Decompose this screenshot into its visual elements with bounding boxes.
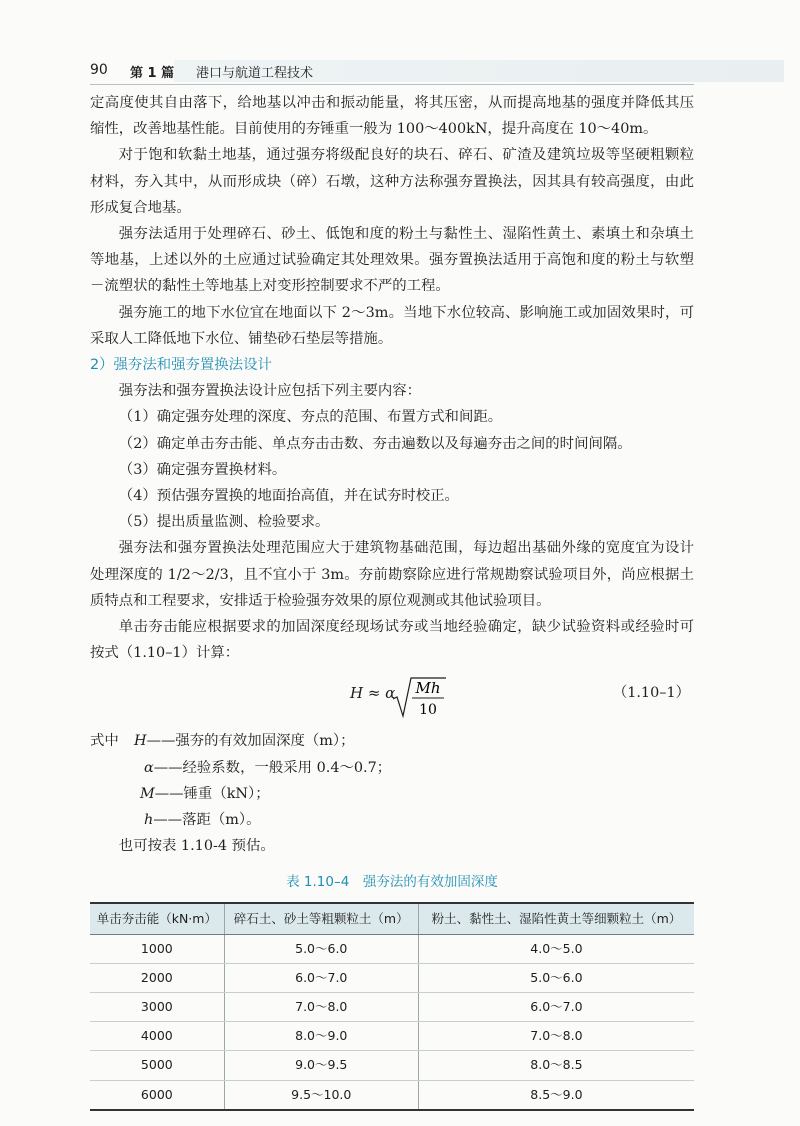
page-number: 90 — [90, 62, 108, 78]
section-heading: 2）强夯法和强夯置换法设计 — [90, 357, 272, 374]
list-item: （3）确定强夯置换材料。 — [118, 461, 287, 478]
table-cell: 8.5～9.0 — [418, 1080, 694, 1110]
table-cell: 2000 — [90, 963, 224, 992]
list-item: （1）确定强夯处理的深度、夯点的范围、布置方式和间距。 — [118, 409, 503, 426]
table-cell: 6.0～7.0 — [224, 963, 418, 992]
table-cell: 9.0～9.5 — [224, 1051, 418, 1080]
definition-text: ——强夯的有效加固深度（m）； — [146, 733, 355, 750]
list-item: （5）提出质量监测、检验要求。 — [118, 514, 330, 531]
symbol-definitions — [90, 728, 694, 833]
table-cell: 8.0～8.5 — [418, 1051, 694, 1080]
formula-number: （1.10–1） — [612, 685, 690, 702]
page-header — [90, 60, 690, 86]
defs-intro: 式中 — [90, 733, 119, 750]
formula-denominator: 10 — [419, 702, 437, 719]
paragraph-6: 强夯法和强夯置换法处理范围应大于建筑物基础范围，每边超出基础外缘的宽度宜为设计处理深度的 1/2～2/3，且不宜小于 3m。夯前勘察除应进行常规勘察试验项目外，尚应根据土质特点和工程要求，安排适于检验强夯效果的原位观测或其他试验项目。 — [90, 540, 694, 609]
definition-entry — [144, 807, 260, 833]
definition-symbol: h — [144, 812, 154, 829]
definition-entry — [140, 781, 270, 807]
definition-text: ——落距（m）。 — [153, 812, 261, 829]
list-item: （4）预估强夯置换的地面抬高值，并在试夯时校正。 — [118, 488, 459, 505]
definition-entry — [144, 755, 391, 781]
table-row — [90, 1080, 694, 1110]
column-header: 碎石土、砂土等粗颗粒土（m） — [224, 903, 418, 935]
definition-row — [90, 728, 694, 754]
page-content — [90, 90, 694, 1111]
table-row — [90, 963, 694, 992]
table-cell: 9.5～10.0 — [224, 1080, 418, 1110]
formula-numerator: Mh — [415, 679, 441, 698]
header-divider — [90, 84, 694, 85]
definition-text: ——经验系数，一般采用 0.4～0.7； — [153, 759, 392, 776]
column-header: 粉土、黏性土、湿陷性黄土等细颗粒土（m） — [418, 903, 694, 935]
list-item: （2）确定单击夯击能、单点夯击击数、夯击遍数以及每遍夯击之间的时间间隔。 — [118, 435, 632, 452]
paragraph-1: 定高度使其自由落下，给地基以冲击和振动能量，将其压密，从而提高地基的强度并降低其压缩性，改善地基性能。目前使用的夯锤重一般为 100～400kN，提升高度在 10～40m。 — [90, 95, 694, 138]
formula-radical — [90, 668, 510, 728]
paragraph-3: 强夯法适用于处理碎石、砂土、低饱和度的粉土与黏性土、湿陷性黄土、素填土和杂填土等地基，上述以外的土应通过试验确定其处理效果。强夯置换法适用于高饱和度的粉土与软塑－流塑状的黏性土等地基上对变形控制要求不严的工程。 — [90, 226, 694, 295]
table-caption: 表 1.10–4 强夯法的有效加固深度 — [286, 874, 498, 891]
definition-row — [90, 781, 694, 807]
table-header-row — [90, 903, 694, 935]
table-cell: 6000 — [90, 1080, 224, 1110]
table-cell: 4.0～5.0 — [418, 934, 694, 963]
depth-table — [90, 902, 694, 1111]
table-cell: 7.0～8.0 — [418, 1022, 694, 1051]
part-title: 港口与航道工程技术 — [196, 66, 314, 81]
formula-lhs: H ≈ α — [350, 684, 396, 703]
table-cell: 4000 — [90, 1022, 224, 1051]
table-row — [90, 1022, 694, 1051]
definition-symbol: α — [144, 759, 154, 776]
table-cell: 5000 — [90, 1051, 224, 1080]
definition-row — [90, 755, 694, 781]
table-cell: 7.0～8.0 — [224, 993, 418, 1022]
paragraph-2: 对于饱和软黏土地基，通过强夯将级配良好的块石、碎石、矿渣及建筑垃圾等坚硬粗颗粒材料，夯入其中，从而形成块（碎）石墩，这种方法称强夯置换法，因其具有较高强度，由此形成复合地基。 — [90, 147, 694, 216]
definition-symbol: H — [134, 733, 147, 750]
table-cell: 1000 — [90, 934, 224, 963]
table-cell: 5.0～6.0 — [224, 934, 418, 963]
paragraph-4: 强夯施工的地下水位宜在地面以下 2～3m。当地下水位较高、影响施工或加固效果时，可采取人工降低地下水位、铺垫砂石垫层等措施。 — [90, 304, 694, 347]
paragraph-8: 也可按表 1.10-4 预估。 — [118, 838, 275, 855]
table-cell: 5.0～6.0 — [418, 963, 694, 992]
definition-entry — [134, 728, 354, 754]
table-row — [90, 993, 694, 1022]
column-header: 单击夯击能（kN·m） — [90, 903, 224, 935]
table-row — [90, 934, 694, 963]
table-cell: 8.0～9.0 — [224, 1022, 418, 1051]
table-cell: 6.0～7.0 — [418, 993, 694, 1022]
definition-text: ——锤重（kN）； — [154, 785, 270, 802]
part-label: 第 1 篇 — [130, 66, 175, 81]
table-cell: 3000 — [90, 993, 224, 1022]
definition-symbol: M — [140, 785, 155, 802]
table-row — [90, 1051, 694, 1080]
paragraph-5: 强夯法和强夯置换法设计应包括下列主要内容： — [118, 383, 422, 400]
paragraph-7: 单击夯击能应根据要求的加固深度经现场试夯或当地经验确定，缺少试验资料或经验时可按式（1.10–1）计算： — [90, 619, 694, 662]
definition-row — [90, 807, 694, 833]
formula-block — [90, 668, 694, 728]
